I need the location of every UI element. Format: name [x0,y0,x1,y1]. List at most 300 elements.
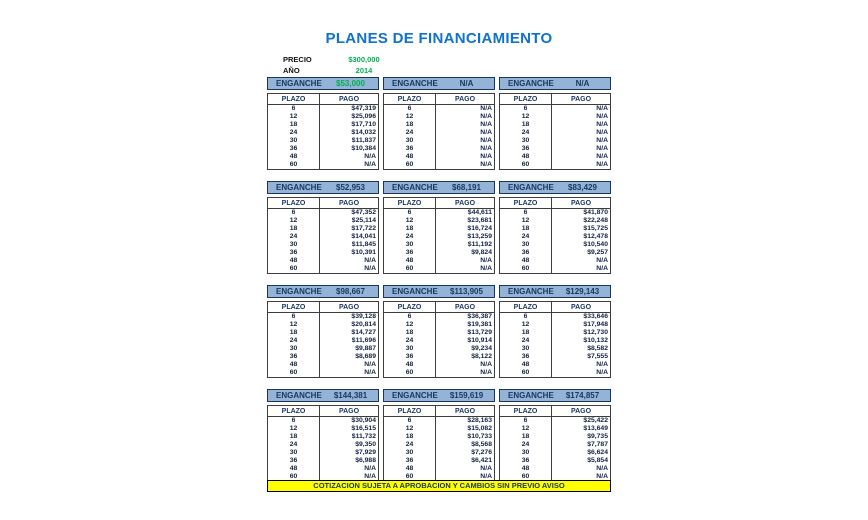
plan-row [268,353,379,361]
plazo-cell: 18 [268,225,320,233]
plan-row [500,417,611,426]
plan-row [268,249,379,257]
plazo-cell: 48 [384,153,436,161]
plazo-cell: 12 [500,113,552,121]
pago-cell: $12,478 [583,233,608,240]
plazo-cell: 24 [268,441,320,449]
pago-cell: N/A [596,105,608,112]
pago-cell: $30,904 [351,417,376,424]
pago-cell: $6,624 [587,449,608,456]
pago-cell: $15,082 [467,425,492,432]
pago-cell: N/A [480,145,492,152]
plazo-column-header: PLAZO [384,198,436,209]
plan-row [500,129,611,137]
plan-row [384,321,495,329]
plan-row [384,313,495,322]
plan-row [500,337,611,345]
pago-cell: N/A [480,105,492,112]
price-row [283,54,395,65]
enganche-value: $52,953 [336,183,365,192]
pago-cell: N/A [480,129,492,136]
enganche-header [267,77,379,90]
pago-column-header: PAGO [320,302,379,313]
plazo-cell: 60 [500,473,552,482]
year-value: 2014 [355,66,373,75]
pago-cell: $25,096 [351,113,376,120]
plan-row [384,161,495,170]
plazo-cell: 60 [268,161,320,170]
payment-table [267,405,379,482]
plan-row [384,105,495,114]
plazo-cell: 12 [384,321,436,329]
plazo-cell: 30 [268,345,320,353]
pago-cell: N/A [480,121,492,128]
plazo-cell: 12 [268,113,320,121]
plazo-cell: 36 [384,145,436,153]
enganche-header [499,285,611,298]
plazo-cell: 30 [500,345,552,353]
pago-cell: $8,582 [587,345,608,352]
plazo-cell: 12 [384,217,436,225]
pago-cell: N/A [480,153,492,160]
plan-row [384,361,495,369]
plan-table [499,181,611,274]
plazo-cell: 60 [384,473,436,482]
enganche-value: $144,381 [333,391,368,400]
pago-cell: N/A [480,361,492,368]
payment-table-header [500,302,611,313]
plan-row [384,337,495,345]
plazo-cell: 36 [268,353,320,361]
pago-column-header: PAGO [320,198,379,209]
pago-cell: $13,259 [467,233,492,240]
pago-column-header: PAGO [436,406,495,417]
pago-cell: N/A [480,257,492,264]
plazo-column-header: PLAZO [268,94,320,105]
plazo-cell: 12 [268,217,320,225]
plan-row [268,457,379,465]
page-title: PLANES DE FINANCIAMIENTO [325,30,553,47]
plazo-cell: 12 [268,425,320,433]
pago-cell: N/A [596,369,608,376]
plan-row [500,353,611,361]
pago-cell: $11,732 [351,433,376,440]
enganche-value: N/A [575,79,590,88]
price-label: PRECIO [283,55,312,64]
plazo-cell: 36 [268,145,320,153]
enganche-value: $98,667 [336,287,365,296]
plazo-cell: 30 [500,241,552,249]
plan-row [268,417,379,426]
plan-row [500,249,611,257]
pago-cell: $11,192 [467,241,492,248]
pago-cell: $8,568 [471,441,492,448]
plazo-cell: 60 [500,369,552,378]
plan-row [268,241,379,249]
enganche-label: ENGANCHE [508,391,554,400]
plan-row [500,369,611,378]
plan-row [384,249,495,257]
pago-cell: $7,276 [471,449,492,456]
plazo-cell: 60 [268,369,320,378]
plazo-cell: 18 [500,121,552,129]
pago-cell: $28,163 [467,417,492,424]
plan-row [268,105,379,114]
plan-row [500,105,611,114]
plazo-cell: 30 [384,241,436,249]
sheet-meta [283,54,395,76]
plazo-cell: 18 [384,225,436,233]
enganche-header [383,389,495,402]
payment-table-header [384,406,495,417]
plazo-column-header: PLAZO [384,94,436,105]
plan-table [267,389,379,482]
pago-cell: N/A [596,137,608,144]
pago-cell: $6,421 [471,457,492,464]
pago-cell: $15,725 [583,225,608,232]
plan-row [500,137,611,145]
plan-row [268,233,379,241]
plazo-cell: 60 [268,473,320,482]
pago-cell: $16,515 [351,425,376,432]
plan-row [268,153,379,161]
pago-cell: $10,384 [351,145,376,152]
plazo-cell: 18 [500,433,552,441]
pago-cell: N/A [596,257,608,264]
plan-table [267,181,379,274]
payment-table-header [384,302,495,313]
plazo-cell: 30 [500,449,552,457]
plazo-cell: 24 [500,129,552,137]
plazo-cell: 6 [500,105,552,114]
plazo-column-header: PLAZO [500,94,552,105]
pago-column-header: PAGO [436,302,495,313]
plan-row [500,241,611,249]
plazo-cell: 6 [384,417,436,426]
pago-cell: $36,387 [467,313,492,320]
pago-cell: $17,722 [351,225,376,232]
plazo-cell: 24 [500,337,552,345]
plazo-cell: 30 [384,449,436,457]
payment-table [499,93,611,170]
payment-table-header [384,198,495,209]
plazo-cell: 36 [268,457,320,465]
pago-cell: $9,234 [471,345,492,352]
pago-cell: $9,887 [355,345,376,352]
plan-table [267,285,379,378]
plazo-cell: 30 [384,345,436,353]
pago-cell: $12,730 [583,329,608,336]
plan-row [384,449,495,457]
plan-table [383,389,495,482]
plazo-cell: 48 [500,361,552,369]
plazo-cell: 6 [268,417,320,426]
pago-cell: $47,352 [351,209,376,216]
disclaimer-banner: COTIZACION SUJETA A APROBACION Y CAMBIOS SIN PREVIO AVISO [267,480,611,492]
pago-cell: $9,735 [587,433,608,440]
plazo-cell: 36 [384,353,436,361]
plazo-cell: 6 [268,313,320,322]
pago-cell: $25,114 [351,217,376,224]
plazo-cell: 36 [268,249,320,257]
pago-cell: $10,914 [467,337,492,344]
plan-row [384,457,495,465]
pago-column-header: PAGO [436,198,495,209]
pago-cell: N/A [480,161,492,168]
pago-cell: N/A [596,361,608,368]
plan-row [268,313,379,322]
plan-row [268,113,379,121]
plan-row [500,209,611,218]
plan-row [384,433,495,441]
enganche-value: $174,857 [565,391,600,400]
plazo-cell: 6 [384,313,436,322]
plan-row [384,153,495,161]
pago-cell: N/A [364,361,376,368]
pago-cell: $10,733 [467,433,492,440]
plazo-cell: 12 [384,425,436,433]
plazo-cell: 60 [384,265,436,274]
pago-cell: N/A [596,473,608,480]
plazo-cell: 36 [500,249,552,257]
enganche-header [499,389,611,402]
enganche-header [383,181,495,194]
plan-row [384,241,495,249]
plan-row [268,225,379,233]
plan-row [500,233,611,241]
plazo-cell: 24 [384,233,436,241]
plan-row [268,257,379,265]
plazo-cell: 60 [500,265,552,274]
plazo-cell: 18 [384,329,436,337]
enganche-label: ENGANCHE [508,79,554,88]
plazo-cell: 48 [384,257,436,265]
pago-cell: $10,132 [583,337,608,344]
pago-cell: $7,555 [587,353,608,360]
plan-row [500,457,611,465]
pago-column-header: PAGO [320,94,379,105]
pago-column-header: PAGO [552,94,611,105]
plazo-cell: 6 [500,209,552,218]
plan-row [268,137,379,145]
plan-row [500,121,611,129]
plazo-cell: 30 [500,137,552,145]
plazo-cell: 36 [500,457,552,465]
plazo-column-header: PLAZO [500,302,552,313]
enganche-label: ENGANCHE [276,79,322,88]
pago-cell: N/A [596,129,608,136]
enganche-header [267,181,379,194]
payment-table [383,93,495,170]
plazo-cell: 48 [500,257,552,265]
plan-table [499,285,611,378]
plan-row [384,441,495,449]
plazo-cell: 18 [268,433,320,441]
pago-cell: $44,611 [467,209,492,216]
pago-cell: $14,727 [351,329,376,336]
plazo-cell: 60 [268,265,320,274]
enganche-header [267,285,379,298]
plan-row [268,329,379,337]
plazo-cell: 36 [384,249,436,257]
enganche-label: ENGANCHE [392,79,438,88]
pago-cell: N/A [596,113,608,120]
payment-table-header [384,94,495,105]
plan-table [383,77,495,170]
pago-cell: $9,824 [471,249,492,256]
pago-cell: $7,787 [587,441,608,448]
plazo-cell: 18 [500,329,552,337]
pago-cell: N/A [596,121,608,128]
enganche-value: $113,905 [450,287,483,296]
plan-row [384,113,495,121]
plan-row [500,329,611,337]
plan-row [500,449,611,457]
plan-row [384,465,495,473]
payment-table [267,301,379,378]
enganche-value: $68,191 [452,183,481,192]
plazo-cell: 48 [500,465,552,473]
enganche-label: ENGANCHE [508,183,554,192]
plazo-cell: 30 [384,137,436,145]
plan-row [500,217,611,225]
payment-table-header [500,198,611,209]
payment-table [499,197,611,274]
plazo-cell: 30 [268,241,320,249]
plan-row [500,441,611,449]
payment-table-header [268,302,379,313]
plan-row [268,465,379,473]
price-value: $300,000 [348,55,380,64]
plan-row [384,257,495,265]
plan-row [268,361,379,369]
plans-grid [267,77,611,482]
plazo-cell: 12 [500,425,552,433]
plazo-cell: 12 [384,113,436,121]
plazo-cell: 18 [384,121,436,129]
plazo-cell: 24 [384,441,436,449]
plan-row [384,145,495,153]
enganche-value: $129,143 [565,287,600,296]
enganche-label: ENGANCHE [392,287,438,296]
plan-row [268,145,379,153]
plazo-cell: 24 [268,337,320,345]
pago-cell: $10,391 [351,249,376,256]
plazo-cell: 60 [384,161,436,170]
pago-cell: N/A [364,473,376,480]
plazo-cell: 18 [268,121,320,129]
pago-cell: $41,870 [583,209,608,216]
plazo-cell: 48 [384,361,436,369]
pago-cell: $9,257 [587,249,608,256]
plan-row [268,321,379,329]
plazo-cell: 36 [384,457,436,465]
plazo-cell: 24 [268,233,320,241]
plan-row [500,113,611,121]
plazo-cell: 30 [268,137,320,145]
pago-cell: $8,689 [355,353,376,360]
plazo-cell: 18 [268,329,320,337]
plazo-cell: 18 [500,225,552,233]
enganche-header [267,389,379,402]
plan-row [384,225,495,233]
plazo-cell: 24 [384,129,436,137]
plan-row [384,121,495,129]
pago-cell: $16,724 [467,225,492,232]
plan-row [384,425,495,433]
payment-table [383,405,495,482]
pago-cell: $5,854 [587,457,608,464]
plan-row [268,265,379,274]
plazo-cell: 12 [268,321,320,329]
pago-cell: $19,381 [467,321,492,328]
plan-row [500,145,611,153]
pago-column-header: PAGO [320,406,379,417]
pago-cell: N/A [364,465,376,472]
plazo-cell: 24 [500,441,552,449]
year-row [283,65,395,76]
plazo-column-header: PLAZO [268,406,320,417]
pago-cell: N/A [480,473,492,480]
plan-row [500,361,611,369]
payment-table-header [268,198,379,209]
plan-row [500,265,611,274]
pago-cell: N/A [480,113,492,120]
pago-cell: $39,128 [351,313,376,320]
enganche-value: $159,619 [449,391,484,400]
plazo-cell: 60 [500,161,552,170]
plan-table [267,77,379,170]
payment-table-header [500,94,611,105]
plazo-cell: 60 [384,369,436,378]
plazo-cell: 24 [384,337,436,345]
plazo-cell: 6 [268,105,320,114]
pago-cell: $11,845 [351,241,376,248]
pago-cell: N/A [596,153,608,160]
payment-table-header [268,406,379,417]
plan-row [384,129,495,137]
plan-table [499,77,611,170]
pago-cell: N/A [364,161,376,168]
plazo-cell: 6 [384,209,436,218]
plan-row [500,257,611,265]
plazo-cell: 6 [500,417,552,426]
pago-cell: $33,646 [583,313,608,320]
enganche-label: ENGANCHE [392,391,438,400]
pago-cell: $13,649 [583,425,608,432]
payment-table [499,405,611,482]
plan-table [499,389,611,482]
pago-cell: N/A [596,145,608,152]
plan-row [384,369,495,378]
plazo-cell: 6 [268,209,320,218]
payment-table-header [500,406,611,417]
plan-row [500,425,611,433]
pago-cell: $20,814 [351,321,376,328]
plan-table [383,285,495,378]
plan-row [500,153,611,161]
plazo-cell: 48 [268,361,320,369]
plazo-cell: 24 [500,233,552,241]
payment-table [267,93,379,170]
plan-row [500,465,611,473]
year-label: AÑO [283,66,300,75]
plazo-cell: 24 [268,129,320,137]
pago-cell: $8,122 [471,353,492,360]
plan-row [500,161,611,170]
plazo-cell: 6 [384,105,436,114]
pago-cell: $14,032 [351,129,376,136]
